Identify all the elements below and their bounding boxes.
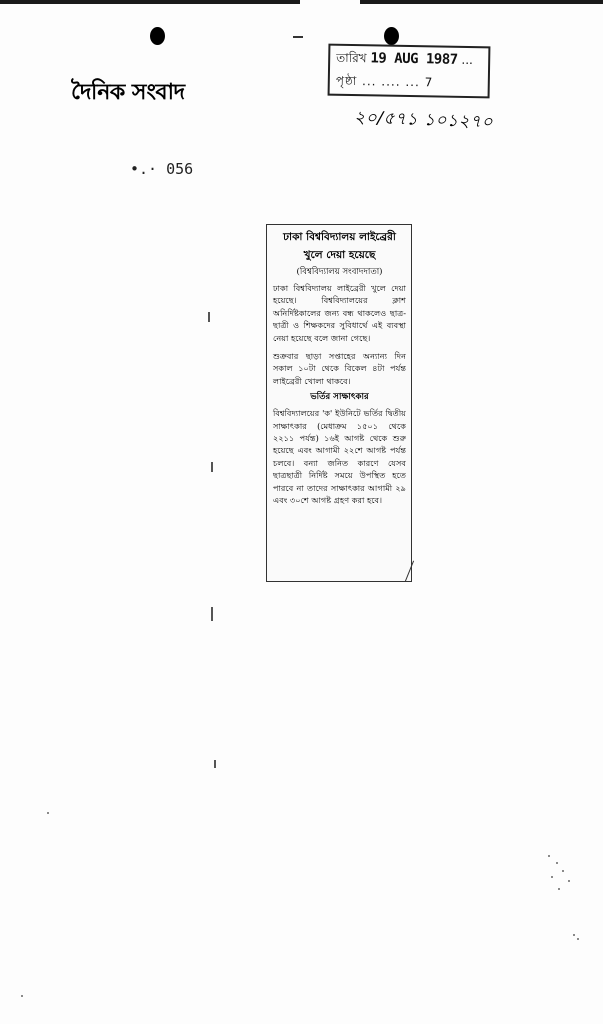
date-stamp [328,44,491,99]
stamp-date-label: তারিখ [336,50,367,66]
page-number-prefix: •.· [130,160,158,178]
stamp-page-row [336,73,434,95]
top-edge-shadow [0,0,603,4]
page-number-line [130,160,193,178]
scan-speckle [562,870,564,872]
clipping-headline: ঢাকা বিশ্ববিদ্যালয় লাইব্রেরী খুলে দেয়া হয়েছে [283,231,396,261]
scan-speckle [556,862,558,864]
clipping-paragraph: ঢাকা বিশ্ববিদ্যালয় লাইব্রেরী খুলে দেয়া হয়েছে। বিশ্ববিদ্যালয়ের ক্লাশ অনির্দিষ্টকালের জন্য বন্ধ থাকলেও ছাত্র-ছাত্রী ও শিক্ষকদের সুবিধার্থে এই ব্যবস্থা নেয়া হয়েছে বলে জানা গেছে। [273,283,406,343]
clipping-byline: (বিশ্ববিদ্যালয় সংবাদদাতা) [296,267,383,277]
scan-mark [293,36,303,38]
punch-hole-right [384,27,399,45]
punch-hole-left [150,27,165,45]
newspaper-name: দৈনিক সংবাদ [71,79,185,105]
scan-speckle [548,855,550,857]
newspaper-clipping [266,224,412,582]
scan-mark [211,462,213,472]
stamp-page-label: পৃষ্ঠা [335,73,358,89]
scan-speckle [558,888,560,890]
scan-speckle [551,876,553,878]
page-number: 056 [166,160,194,178]
scan-speckle [568,880,570,882]
clipping-paragraph: বিশ্ববিদ্যালয়ের 'ক' ইউনিটে ভর্তির দ্বিতীয় সাক্ষাৎকার (মেধাক্রম ১৫০১ থেকে ২২১১ পর্যন্ত) ১৬ই আগষ্ট থেকে শুরু হয়েছে এবং আগামী ২২শে আগষ্ট পর্যন্ত চলবে। বন্যা জনিত কারণে যেসব ছাত্রছাত্রী নির্দিষ্ট সময়ে উপস্থিত হতে পারবে না তাদের সাক্ষাৎকার আগামী ২৯ এবং ৩০শে আগষ্ট গ্রহণ করা হবে। [273,408,406,506]
stamp-date-row [336,50,473,72]
scan-speckle [47,812,49,814]
stamp-dots: ... [461,52,474,68]
clipping-paragraph: শুক্রবার ছাড়া সপ্তাহের অন্যান্য দিন সকাল ১০টা থেকে বিকেল ৪টা পর্যন্ত লাইব্রেরী খোলা থাকবে। [273,351,406,386]
clipping-subheading: ভর্তির সাক্ষাৎকার [310,392,369,403]
handwritten-reference: ২০/৫৭১ ১০১২৭০ [353,107,494,133]
scan-speckle [577,938,579,940]
scan-speckle [21,995,23,997]
stamp-page-value: 7 [424,75,434,90]
stamp-date-value: 19 AUG 1987 [370,50,458,68]
scan-speckle [573,934,575,936]
scan-mark [208,312,210,322]
scan-mark [211,607,213,621]
stamp-page-dots: ... .... ... [361,74,420,90]
scan-mark [214,760,216,768]
